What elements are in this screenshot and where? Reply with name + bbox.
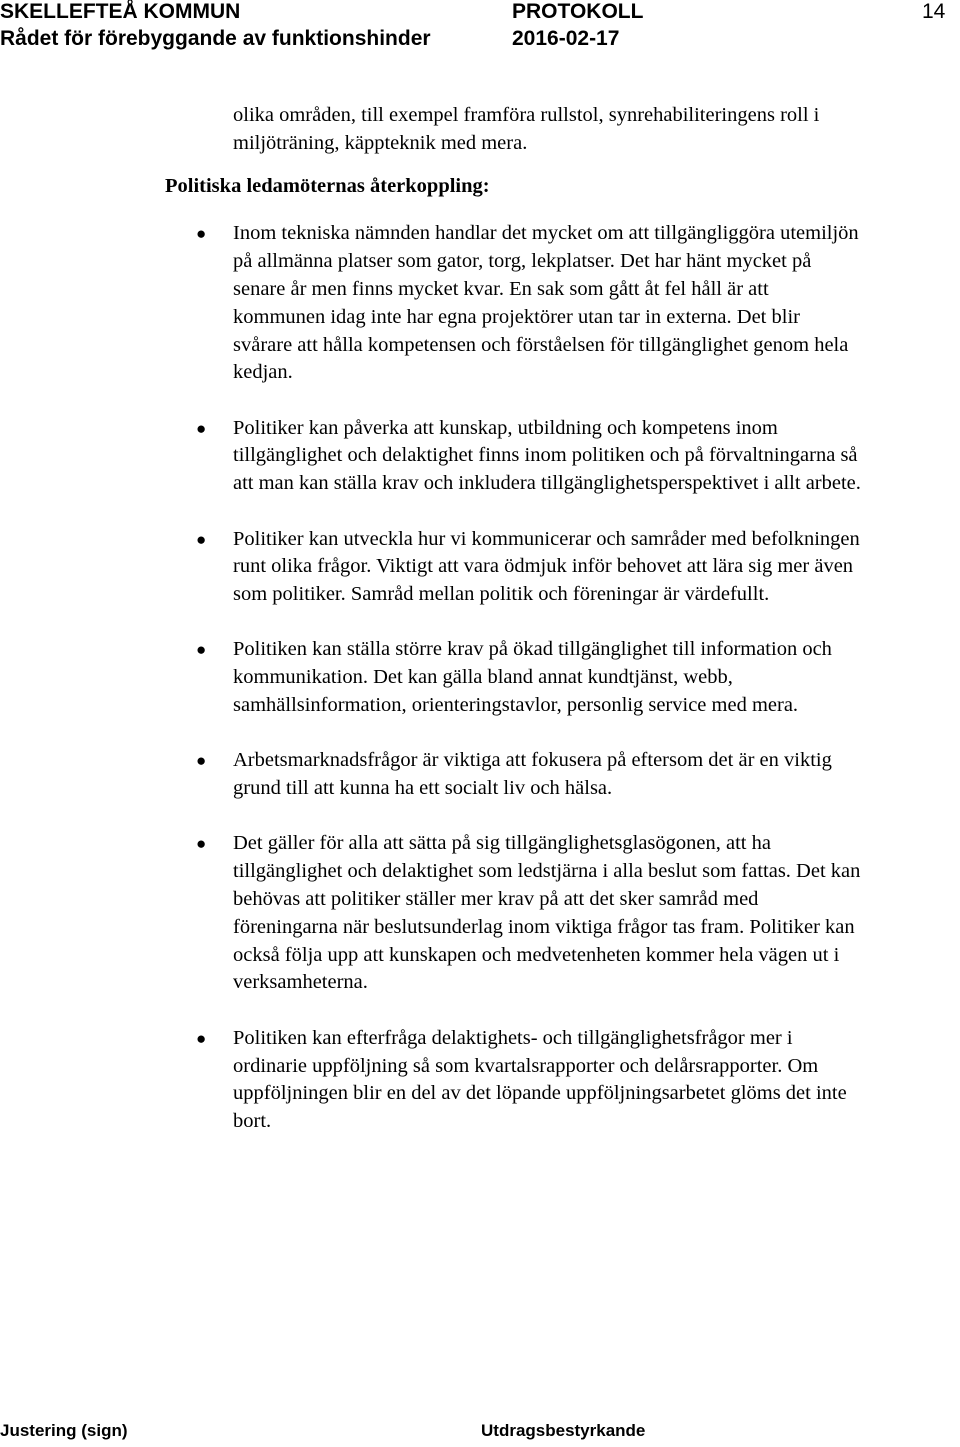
list-item — [196, 220, 863, 387]
document-type: PROTOKOLL — [512, 0, 644, 23]
feedback-bullet-list — [0, 220, 960, 1136]
bullet-icon: ● — [196, 224, 207, 244]
list-item-text: Politiken kan efterfråga delaktighets- och tillgänglighetsfrågor mer i ordinarie uppföljning så som kvartalsrapporter och delårsrapporter. Om uppföljningen blir en del av det löpande uppföljningsarbetet glöms det inte bort. — [233, 1026, 847, 1133]
bullet-icon: ● — [196, 640, 207, 660]
meeting-date: 2016-02-17 — [512, 27, 620, 50]
list-item-text: Politiker kan utveckla hur vi kommunicerar och samråder med befolkningen runt olika frågor. Viktigt att vara ödmjuk inför behovet att lära sig mer även som politiker. Samråd mellan politik och föreningar är värdefullt. — [233, 527, 860, 606]
section-heading: Politiska ledamöternas återkoppling: — [165, 174, 490, 197]
bullet-icon: ● — [196, 418, 207, 438]
list-item-text: Det gäller för alla att sätta på sig tillgänglighetsglasögonen, att ha tillgänglighet och delaktighet som ledstjärna i alla beslut som fattas. Det kan behövas att politiker ställer mer krav på att det sker samråd med föreningarna när beslutsunderlag inom viktiga frågor tas fram. Politiker kan också följa upp att kunskapen och medvetenheten kommer hela vägen ut i verksamheterna. — [233, 832, 861, 994]
list-item — [196, 415, 863, 498]
signature-label: Justering (sign) — [0, 1421, 128, 1440]
page-number: 14 — [922, 0, 946, 23]
list-item — [196, 747, 863, 803]
list-item-text: Arbetsmarknadsfrågor är viktiga att fokusera på eftersom det är en viktig grund till att kunna ha ett socialt liv och hälsa. — [233, 749, 832, 800]
bullet-icon: ● — [196, 834, 207, 854]
municipality-name: SKELLEFTEÅ KOMMUN — [0, 0, 241, 23]
list-item — [196, 636, 863, 719]
bullet-icon: ● — [196, 751, 207, 771]
document-body — [0, 102, 960, 1163]
list-item — [196, 1025, 863, 1136]
bullet-icon: ● — [196, 529, 207, 549]
bullet-icon: ● — [196, 1028, 207, 1048]
list-item — [196, 526, 863, 609]
list-item-text: Politiken kan ställa större krav på ökad tillgänglighet till information och kommunikation. Det kan gälla bland annat kundtjänst, webb, samhällsinformation, orienteringstavlor, personlig service med mera. — [233, 638, 832, 717]
intro-paragraph: olika områden, till exempel framföra rullstol, synrehabiliteringens roll i miljöträning, käppteknik med mera. — [233, 104, 820, 154]
list-item — [196, 830, 863, 997]
list-item-text: Inom tekniska nämnden handlar det mycket om att tillgängliggöra utemiljön på allmänna platser som gator, torg, lekplatser. Det har hänt mycket på senare år men finns mycket kvar. En sak som gått åt fel håll är att kommunen idag inte har egna projektörer utan tar in externa. Det blir svårare att hålla kompetensen och förståelsen för tillgänglighet genom hela kedjan. — [233, 222, 859, 384]
council-name: Rådet för förebyggande av funktionshinder — [0, 27, 431, 50]
extract-certification-label: Utdragsbestyrkande — [481, 1421, 646, 1440]
list-item-text: Politiker kan påverka att kunskap, utbildning och kompetens inom tillgänglighet och delaktighet finns inom politiken och på förvaltningarna så att man kan ställa krav och inkludera tillgänglighetsperspektivet i allt arbete. — [233, 416, 861, 495]
